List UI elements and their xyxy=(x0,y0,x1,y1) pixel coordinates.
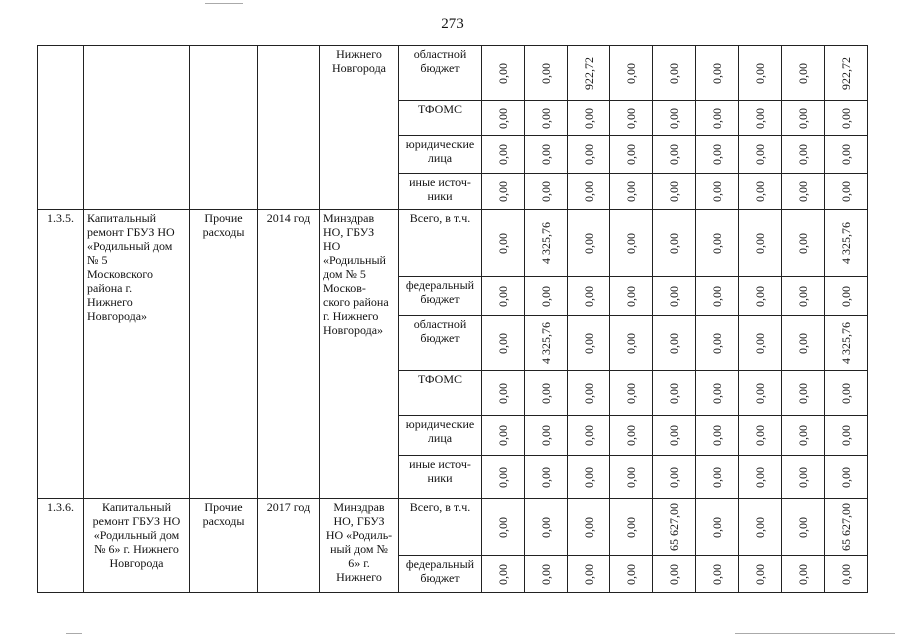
funding-source-cell: областной бюджет xyxy=(399,46,482,101)
value-cell xyxy=(825,210,868,277)
value-cell xyxy=(825,174,868,210)
value-text: 0,00 xyxy=(496,181,510,202)
executor-cell: Минздрав НО, ГБУЗ НО «Родильный дом № 5 Москов- ского района г. Нижнего Новгорода» xyxy=(320,210,399,499)
value-cell xyxy=(610,416,653,456)
value-cell xyxy=(696,136,739,174)
value-text: 0,00 xyxy=(581,285,596,307)
value-cell xyxy=(568,136,610,174)
value-cell xyxy=(568,174,610,210)
value-cell xyxy=(739,416,782,456)
value-cell xyxy=(653,371,696,416)
value-cell xyxy=(696,499,739,556)
value-text: 0,00 xyxy=(839,425,853,446)
value-text: 0,00 xyxy=(496,466,510,488)
value-cell xyxy=(739,456,782,499)
value-cell xyxy=(782,416,825,456)
value-text: 0,00 xyxy=(839,563,853,585)
value-cell xyxy=(482,136,525,174)
value-cell xyxy=(568,456,610,499)
value-cell xyxy=(568,371,610,416)
value-cell xyxy=(782,174,825,210)
value-text: 4 325,76 xyxy=(539,322,553,364)
value-text: 0,00 xyxy=(496,285,510,307)
value-text: 0,00 xyxy=(753,466,767,488)
value-cell xyxy=(525,371,568,416)
value-cell xyxy=(696,456,739,499)
value-text: 0,00 xyxy=(796,144,810,165)
value-cell xyxy=(782,371,825,416)
value-cell xyxy=(782,136,825,174)
value-cell xyxy=(653,46,696,101)
value-text: 0,00 xyxy=(539,62,553,84)
value-text: 0,00 xyxy=(710,62,724,84)
value-cell xyxy=(482,210,525,277)
value-cell xyxy=(696,277,739,316)
value-text: 0,00 xyxy=(667,425,681,446)
funding-source-cell: иные источ- ники xyxy=(399,456,482,499)
funding-source-cell: ТФОМС xyxy=(399,101,482,136)
expense-cell: Прочие расходы xyxy=(190,499,258,593)
value-cell xyxy=(482,456,525,499)
value-text: 0,00 xyxy=(624,232,638,254)
value-cell xyxy=(610,277,653,316)
value-cell xyxy=(653,210,696,277)
value-cell xyxy=(653,556,696,593)
value-text: 0,00 xyxy=(539,107,553,129)
value-cell xyxy=(825,371,868,416)
value-text: 0,00 xyxy=(581,382,596,404)
value-cell xyxy=(696,210,739,277)
value-text: 0,00 xyxy=(710,332,724,354)
value-text: 0,00 xyxy=(839,285,853,307)
value-text: 0,00 xyxy=(539,425,553,446)
value-text: 0,00 xyxy=(581,181,596,202)
value-cell xyxy=(610,456,653,499)
value-cell xyxy=(739,136,782,174)
funding-source-cell: юридические лица xyxy=(399,136,482,174)
value-cell xyxy=(782,101,825,136)
value-text: 0,00 xyxy=(796,232,810,254)
expense-cell: Прочие расходы xyxy=(190,210,258,499)
funding-source-cell: федеральный бюджет xyxy=(399,556,482,593)
value-text: 0,00 xyxy=(581,144,596,165)
value-text: 0,00 xyxy=(539,466,553,488)
value-cell xyxy=(525,46,568,101)
value-cell xyxy=(782,499,825,556)
value-text: 0,00 xyxy=(624,425,638,446)
value-text: 0,00 xyxy=(667,332,681,354)
value-cell xyxy=(653,101,696,136)
value-cell xyxy=(739,556,782,593)
value-cell xyxy=(739,277,782,316)
value-cell xyxy=(525,101,568,136)
value-text: 0,00 xyxy=(796,466,810,488)
value-cell xyxy=(653,316,696,371)
value-text: 65 627,00 xyxy=(839,503,853,551)
value-text: 0,00 xyxy=(667,285,681,307)
value-cell xyxy=(739,371,782,416)
value-cell xyxy=(482,371,525,416)
value-cell xyxy=(825,316,868,371)
value-cell xyxy=(696,416,739,456)
value-text: 0,00 xyxy=(667,62,681,84)
value-cell xyxy=(482,316,525,371)
value-cell xyxy=(739,499,782,556)
name-cell: Капитальный ремонт ГБУЗ НО «Родильный дом № 6» г. Нижнего Новгорода xyxy=(84,499,190,593)
value-text: 0,00 xyxy=(753,62,767,84)
value-cell xyxy=(782,456,825,499)
value-cell xyxy=(653,416,696,456)
value-text: 0,00 xyxy=(710,285,724,307)
table-row xyxy=(38,210,868,277)
value-cell xyxy=(825,277,868,316)
value-cell xyxy=(825,46,868,101)
value-text: 0,00 xyxy=(539,382,553,404)
value-cell xyxy=(525,210,568,277)
value-text: 0,00 xyxy=(667,382,681,404)
value-text: 0,00 xyxy=(624,144,638,165)
value-cell xyxy=(525,416,568,456)
value-text: 0,00 xyxy=(710,425,724,446)
value-cell xyxy=(739,174,782,210)
value-cell xyxy=(696,556,739,593)
funding-source-cell: областной бюджет xyxy=(399,316,482,371)
value-cell xyxy=(825,556,868,593)
value-cell xyxy=(482,101,525,136)
value-cell xyxy=(568,210,610,277)
name-cell xyxy=(84,46,190,210)
value-cell xyxy=(653,174,696,210)
value-text: 0,00 xyxy=(710,107,724,129)
value-text: 0,00 xyxy=(796,425,810,446)
value-cell xyxy=(482,556,525,593)
value-text: 0,00 xyxy=(539,285,553,307)
value-text: 0,00 xyxy=(796,285,810,307)
value-text: 0,00 xyxy=(624,285,638,307)
bottom-right-rule xyxy=(735,633,895,634)
value-cell xyxy=(525,499,568,556)
value-text: 0,00 xyxy=(796,181,810,202)
value-text: 4 325,76 xyxy=(839,322,853,364)
value-text: 0,00 xyxy=(624,563,638,585)
value-text: 0,00 xyxy=(667,144,681,165)
value-cell xyxy=(525,277,568,316)
value-text: 0,00 xyxy=(710,181,724,202)
value-cell xyxy=(525,456,568,499)
value-cell xyxy=(610,556,653,593)
value-cell xyxy=(568,277,610,316)
value-text: 0,00 xyxy=(710,382,724,404)
value-text: 0,00 xyxy=(496,232,510,254)
value-text: 0,00 xyxy=(581,107,596,129)
value-cell xyxy=(568,46,610,101)
name-cell: Капитальный ремонт ГБУЗ НО «Родильный дом № 5 Московского района г. Нижнего Новгорода» xyxy=(84,210,190,499)
value-cell xyxy=(610,316,653,371)
value-cell xyxy=(653,456,696,499)
value-text: 0,00 xyxy=(753,107,767,129)
value-cell xyxy=(610,101,653,136)
year-cell: 2014 год xyxy=(258,210,320,499)
value-text: 0,00 xyxy=(710,232,724,254)
value-text: 0,00 xyxy=(839,382,853,404)
value-text: 0,00 xyxy=(496,144,510,165)
value-text: 922,72 xyxy=(839,56,853,90)
value-cell xyxy=(525,174,568,210)
value-text: 0,00 xyxy=(667,232,681,254)
value-text: 922,72 xyxy=(581,56,596,90)
value-text: 0,00 xyxy=(624,62,638,84)
value-cell xyxy=(739,46,782,101)
value-text: 0,00 xyxy=(496,516,510,538)
value-text: 0,00 xyxy=(753,516,767,538)
value-text: 4 325,76 xyxy=(539,222,553,264)
value-text: 0,00 xyxy=(796,107,810,129)
executor-cell: Нижнего Новгорода xyxy=(320,46,399,210)
value-text: 0,00 xyxy=(796,62,810,84)
value-text: 0,00 xyxy=(581,516,596,538)
value-cell xyxy=(482,174,525,210)
executor-cell: Минздрав НО, ГБУЗ НО «Родиль- ный дом № 6» г. Нижнего xyxy=(320,499,399,593)
value-cell xyxy=(653,136,696,174)
bottom-left-rule xyxy=(66,633,82,634)
value-text: 0,00 xyxy=(753,382,767,404)
value-text: 0,00 xyxy=(496,107,510,129)
table-row xyxy=(38,499,868,556)
value-cell xyxy=(568,556,610,593)
value-text: 0,00 xyxy=(539,563,553,585)
value-text: 0,00 xyxy=(624,466,638,488)
value-cell xyxy=(482,46,525,101)
year-cell xyxy=(258,46,320,210)
value-cell xyxy=(825,101,868,136)
value-cell xyxy=(482,416,525,456)
value-text: 0,00 xyxy=(753,332,767,354)
value-cell xyxy=(825,136,868,174)
value-cell xyxy=(610,136,653,174)
value-cell xyxy=(482,499,525,556)
value-text: 0,00 xyxy=(624,181,638,202)
value-cell xyxy=(568,499,610,556)
value-cell xyxy=(482,277,525,316)
value-text: 0,00 xyxy=(753,144,767,165)
value-text: 0,00 xyxy=(710,144,724,165)
value-cell xyxy=(696,371,739,416)
value-text: 0,00 xyxy=(839,181,853,202)
value-text: 0,00 xyxy=(539,181,553,202)
funding-source-cell: Всего, в т.ч. xyxy=(399,499,482,556)
value-text: 0,00 xyxy=(839,144,853,165)
value-text: 4 325,76 xyxy=(839,222,853,264)
top-rule xyxy=(205,3,243,4)
value-text: 0,00 xyxy=(796,516,810,538)
funding-source-cell: Всего, в т.ч. xyxy=(399,210,482,277)
value-text: 0,00 xyxy=(581,232,596,254)
value-cell xyxy=(525,136,568,174)
funding-source-cell: федеральный бюджет xyxy=(399,277,482,316)
budget-table xyxy=(37,45,868,593)
value-cell xyxy=(696,46,739,101)
value-text: 0,00 xyxy=(710,466,724,488)
value-cell xyxy=(568,416,610,456)
value-cell xyxy=(825,416,868,456)
value-text: 0,00 xyxy=(496,382,510,404)
value-text: 0,00 xyxy=(667,107,681,129)
value-cell xyxy=(782,316,825,371)
value-text: 0,00 xyxy=(496,425,510,446)
value-text: 0,00 xyxy=(581,563,596,585)
value-text: 0,00 xyxy=(496,563,510,585)
value-cell xyxy=(610,210,653,277)
value-text: 0,00 xyxy=(796,382,810,404)
value-cell xyxy=(739,316,782,371)
value-text: 0,00 xyxy=(839,107,853,129)
value-cell xyxy=(568,316,610,371)
value-text: 0,00 xyxy=(710,563,724,585)
value-cell xyxy=(610,174,653,210)
value-text: 0,00 xyxy=(753,181,767,202)
value-cell xyxy=(653,499,696,556)
value-cell xyxy=(610,499,653,556)
value-text: 65 627,00 xyxy=(667,503,681,551)
value-text: 0,00 xyxy=(624,516,638,538)
expense-cell xyxy=(190,46,258,210)
value-text: 0,00 xyxy=(710,516,724,538)
number-cell xyxy=(38,46,84,210)
page-number: 273 xyxy=(441,16,464,32)
value-cell xyxy=(782,556,825,593)
value-cell xyxy=(568,101,610,136)
value-cell xyxy=(696,101,739,136)
value-text: 0,00 xyxy=(581,332,596,354)
value-cell xyxy=(696,316,739,371)
value-text: 0,00 xyxy=(539,144,553,165)
value-cell xyxy=(782,277,825,316)
value-text: 0,00 xyxy=(667,466,681,488)
value-text: 0,00 xyxy=(581,425,596,446)
value-cell xyxy=(525,556,568,593)
number-cell: 1.3.5. xyxy=(38,210,84,499)
table-row xyxy=(38,46,868,101)
value-cell xyxy=(782,46,825,101)
number-cell: 1.3.6. xyxy=(38,499,84,593)
value-text: 0,00 xyxy=(753,563,767,585)
value-cell xyxy=(525,316,568,371)
value-text: 0,00 xyxy=(539,516,553,538)
funding-source-cell: юридические лица xyxy=(399,416,482,456)
value-text: 0,00 xyxy=(753,285,767,307)
value-cell xyxy=(696,174,739,210)
value-text: 0,00 xyxy=(496,332,510,354)
value-cell xyxy=(653,277,696,316)
value-cell xyxy=(739,101,782,136)
value-text: 0,00 xyxy=(753,232,767,254)
value-text: 0,00 xyxy=(496,62,510,84)
value-cell xyxy=(739,210,782,277)
value-text: 0,00 xyxy=(667,181,681,202)
year-cell: 2017 год xyxy=(258,499,320,593)
value-cell xyxy=(782,210,825,277)
value-text: 0,00 xyxy=(624,382,638,404)
value-cell xyxy=(825,456,868,499)
funding-source-cell: ТФОМС xyxy=(399,371,482,416)
value-text: 0,00 xyxy=(667,563,681,585)
value-text: 0,00 xyxy=(796,563,810,585)
value-cell xyxy=(610,371,653,416)
value-text: 0,00 xyxy=(839,466,853,488)
value-cell xyxy=(825,499,868,556)
value-text: 0,00 xyxy=(581,466,596,488)
value-text: 0,00 xyxy=(796,332,810,354)
value-text: 0,00 xyxy=(624,332,638,354)
funding-source-cell: иные источ- ники xyxy=(399,174,482,210)
value-text: 0,00 xyxy=(624,107,638,129)
value-cell xyxy=(610,46,653,101)
value-text: 0,00 xyxy=(753,425,767,446)
